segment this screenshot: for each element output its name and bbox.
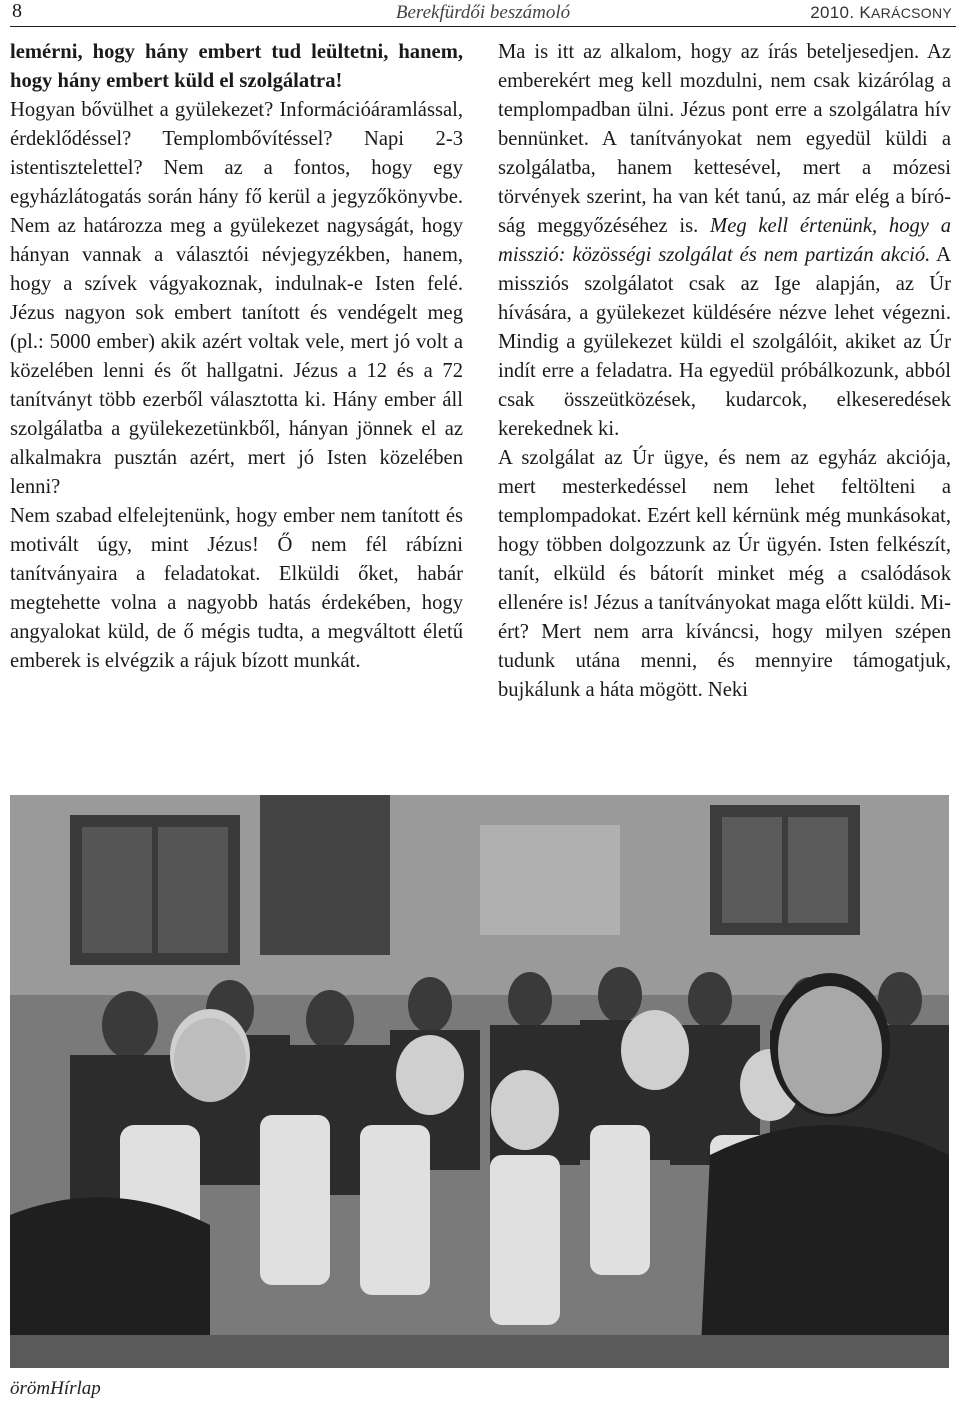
right-paragraph-2: A szolgálat az Úr ügye, és nem az egyház akciója, mert mesterkedéssel nem lehet feltölteni a templompadokat. Ezért kell kérnünk még munkásokat, hogy többen dolgozzunk az Úr ügyén. Isten felkészít, tanít, elküld és bátorít minket még a csalódások ellenére is! Jézus a tanítványokat maga előtt küldi. Miért? Mert nem arra kíváncsi, hogy milyen szépen tudunk utána menni, és mennyire támogatjuk, bujkálunk a háta mögött. Neki — [498, 447, 951, 701]
right-p1-end: A missziós szolgálatot csak az Ige alapján, az Úr hívására, a gyülekezet küldésére nézve lehet végezni. Mindig a gyülekezet küldi el szolgálóit, akiket az Úr indít erre a feladatra. Ha egyedül próbálkozunk, abból csak összeütközések, kudarcok, elkeseredések kerekednek ki. — [498, 244, 952, 440]
right-p1-emphasis: Meg kell értenünk, hogy a misszió: közösségi szolgálat és nem partizán akció. — [498, 215, 951, 266]
left-column — [10, 38, 463, 676]
bold-lead: lemérni, hogy hány embert tud leültetni, hanem, hogy hány embert küld el szolgálatra! — [10, 41, 463, 92]
issue-label — [810, 3, 952, 23]
right-column — [498, 38, 951, 705]
audience-photo-illustration — [10, 795, 949, 1368]
page-number: 8 — [12, 0, 22, 22]
page-header — [10, 0, 956, 27]
left-paragraph-2: Nem szabad elfelejtenünk, hogy ember nem tanított és motivált úgy, mint Jézus! Ő nem fél rábízni tanítványaira a feladatokat. Elküldi őket, habár megtehette volna a nagyobb hatás érdekében, hogy angyalokat küld, de ő mégis tudta, a megváltott életű emberek is elvégzik a rájuk bízott munkát. — [10, 505, 463, 672]
publication-title: Berekfürdői beszámoló — [395, 2, 571, 23]
right-p1-start: Ma is itt az alkalom, hogy az írás beteljesedjen. Az emberekért meg kell mozdulni, nem csak kizárólag a templompadban ülni. Jézus pont erre a szolgálatra hív bennünket. A tanítványokat nem egyedül küldi a szolgálatba, hanem kettesével, mert a mózesi törvények szerint, ha van két tanú, az már elég a bíróság meggyőzéséhez is. — [498, 41, 951, 237]
footer-brand: örömHírlap — [10, 1378, 101, 1399]
left-paragraph-1: Hogyan bővülhet a gyülekezet? Információáramlással, érdeklődéssel? Templombővítéssel? Napi 2-3 istentisztelettel? Nem az a fontos, hogy egy egyházlátogatás során hány fő kerül a jegyzőkönyvbe. Nem az határozza meg a gyülekezet nagyságát, hogy hányan vannak a választói névjegyzékben, hanem, hogy a szívek vágyakoznak, indulnak-e Isten felé. Jézus nagyon sok embert tanított és vendégelt meg (pl.: 5000 ember) akik azért voltak vele, mert jó volt a közelében lenni és őt hallgatni. Jézus a 12 és a 72 tanítványt több ezerből választotta ki. Hány ember áll szolgálatba a gyülekezetünkből, hányan jönnek el az alkalmakra pusztán azért, mert jó Isten közelében lenni? — [10, 99, 463, 498]
issue-year: 2010. — [810, 3, 855, 22]
right-paragraph-1 — [498, 38, 951, 444]
left-lead-paragraph — [10, 38, 463, 96]
issue-initial: K — [859, 3, 872, 22]
audience-photo — [10, 795, 949, 1368]
issue-name-rest: ARÁCSONY — [871, 5, 952, 21]
